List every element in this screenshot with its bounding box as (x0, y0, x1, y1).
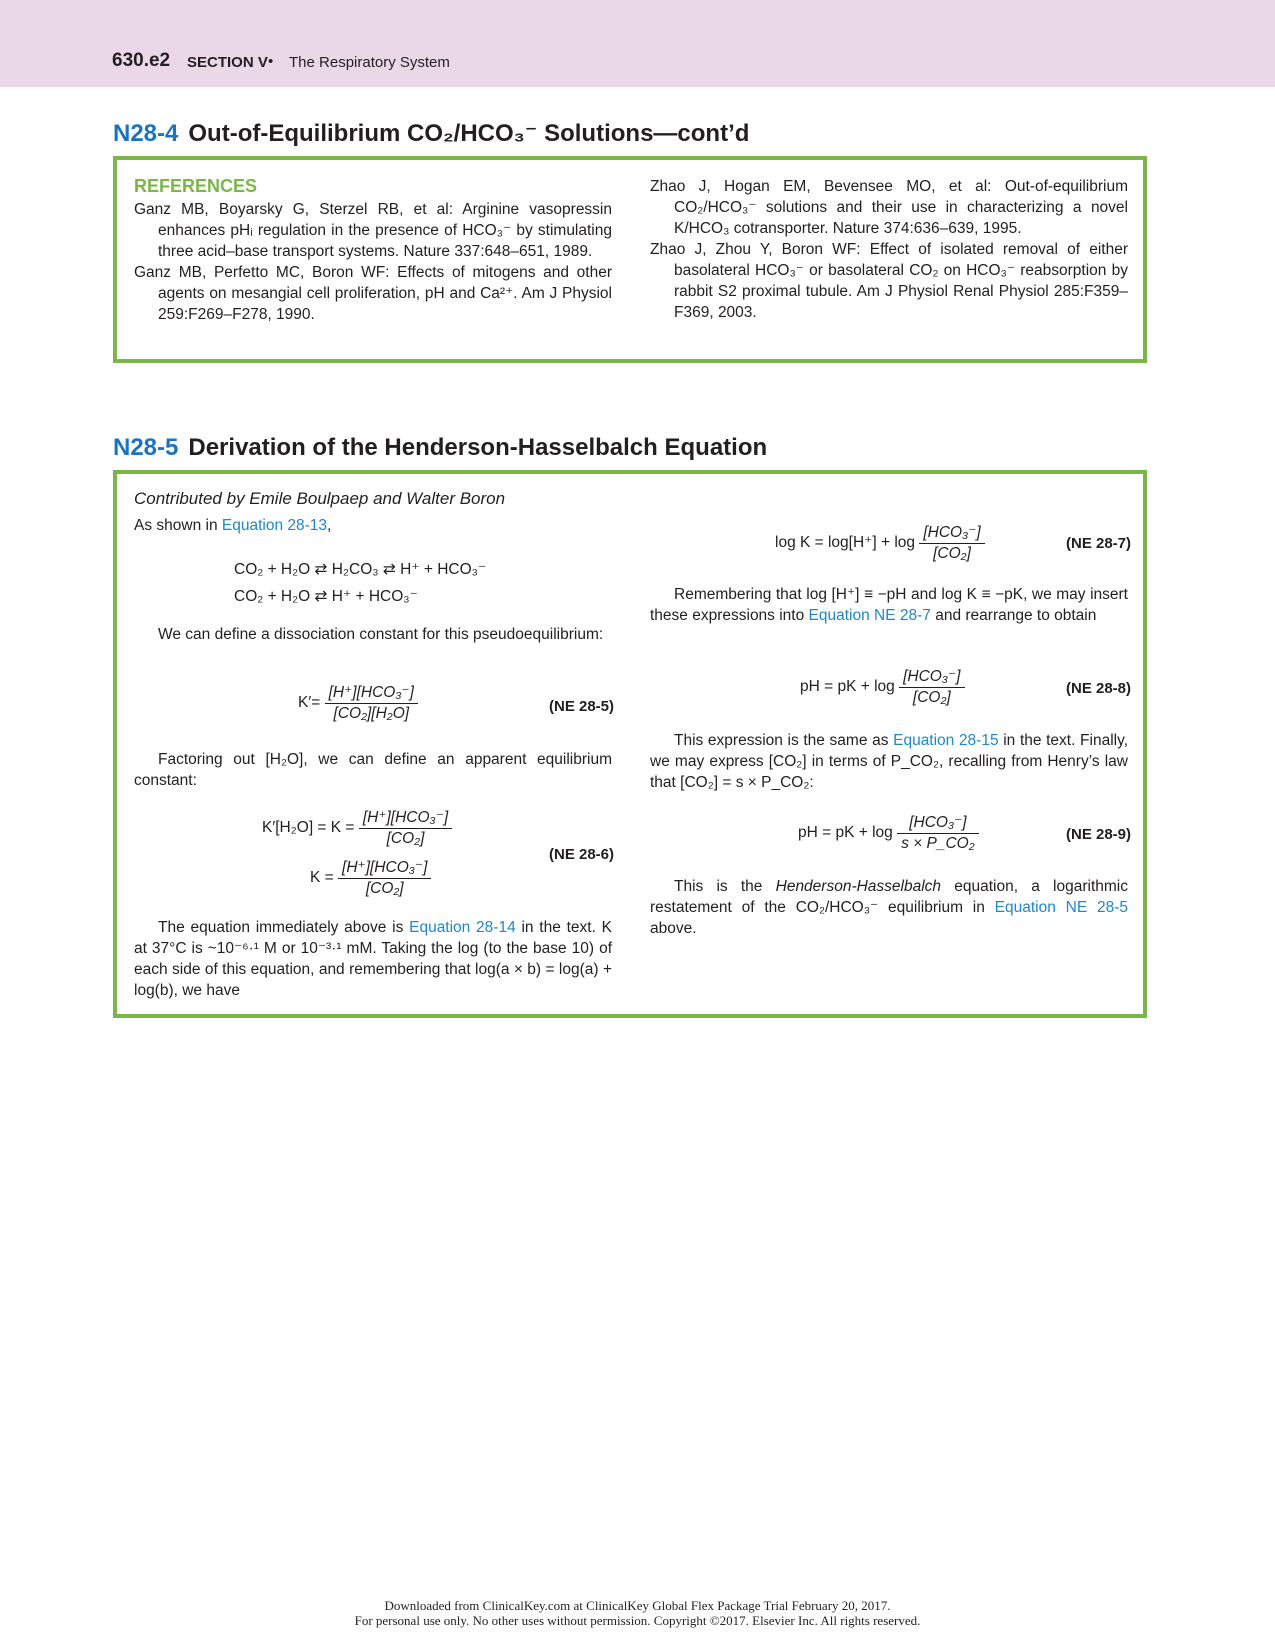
n28-5-heading (113, 434, 767, 462)
equation-ne-28-6a (262, 808, 452, 848)
equation-ne-28-5 (298, 683, 418, 723)
references-right-column (650, 176, 1128, 323)
eq6a-lhs: K′[H₂O] = K = (262, 819, 355, 837)
same-paragraph (650, 730, 1128, 793)
reference-item: Ganz MB, Boyarsky G, Sterzel RB, et al: Arginine vasopressin enhances pHᵢ regulation in the presence of HCO₃⁻ by stimulating three acid–base transport systems. Nature 337:648–651, 1989. (134, 201, 612, 260)
equation-28-13-link[interactable]: Equation 28-13 (221, 517, 328, 534)
running-header (0, 0, 1275, 87)
reaction-2: CO₂ + H₂O ⇄ H⁺ + HCO₃⁻ (234, 588, 418, 605)
eq5-denominator: [CO₂][H₂O] (333, 705, 410, 722)
eq7-lhs: log K = log[H⁺] + log (775, 534, 916, 552)
reference-item: Zhao J, Zhou Y, Boron WF: Effect of isolated removal of either basolateral HCO₃⁻ or basolateral CO₂ on HCO₃⁻ reabsorption by rabbit S2 proximal tubule. Am J Physiol Renal Physiol 285:F359–F369, 2003. (650, 241, 1128, 321)
remember-text-a: Remembering that log [H⁺] ≡ −pH and log K ≡ −pK, we may insert these expressions into (650, 586, 1128, 624)
equation-ne-28-8 (800, 667, 965, 707)
references-heading: REFERENCES (134, 176, 258, 196)
section-label: SECTION V (187, 54, 268, 71)
derivation-left-top (134, 488, 612, 536)
remember-paragraph (650, 584, 1128, 626)
eq9-denominator: s × P_CO₂ (901, 835, 975, 852)
same-text-a: This expression is the same as (674, 732, 894, 749)
eq5-label: (NE 28-5) (549, 698, 615, 715)
hh-text-a: This is the (674, 878, 776, 895)
define-paragraph-block (134, 624, 612, 645)
n28-4-code: N28-4 (113, 120, 179, 147)
log-paragraph (134, 917, 612, 1001)
eq7-numerator: [HCO₃⁻] (919, 523, 984, 544)
eq8-label: (NE 28-8) (1066, 680, 1132, 697)
eq7-label: (NE 28-7) (1066, 535, 1132, 552)
eq5-fraction (325, 683, 418, 723)
log-paragraph-block (134, 917, 612, 1001)
byline: Contributed by Emile Boulpaep and Walter Boron (134, 489, 506, 508)
eq6-label: (NE 28-6) (549, 846, 615, 863)
n28-5-title: Derivation of the Henderson-Hasselbalch Equation (188, 434, 768, 461)
log-text-b: in the text. K at 37°C is ~10⁻⁶·¹ M or 10⁻³·¹ mM. Taking the log (to the base 10) of each side of this equation, and remembering that log(a × b) = log(a) + log(b), we have (134, 919, 613, 999)
hh-italic-term: Henderson-Hasselbalch (775, 878, 942, 895)
equation-28-15-link[interactable]: Equation 28-15 (893, 732, 999, 749)
equation-ne-28-6b (310, 858, 431, 898)
footer-line-2: For personal use only. No other uses without permission. Copyright ©2017. Elsevier Inc. All rights reserved. (354, 1613, 921, 1628)
eq6a-denominator: [CO₂] (386, 830, 425, 847)
reference-item: Ganz MB, Perfetto MC, Boron WF: Effects of mitogens and other agents on mesangial cell proliferation, pH and Ca²⁺. Am J Physiol 259:F269–F278, 1990. (134, 264, 612, 323)
factor-paragraph-block (134, 749, 612, 791)
header-separator: • (268, 53, 274, 70)
remember-paragraph-block (650, 584, 1128, 626)
hh-text-c: above. (650, 920, 697, 937)
n28-5-code: N28-5 (113, 434, 179, 461)
eq9-label: (NE 28-9) (1066, 826, 1132, 843)
equation-ne-28-7 (775, 523, 985, 563)
eq5-numerator: [H⁺][HCO₃⁻] (325, 683, 418, 704)
eq6a-numerator: [H⁺][HCO₃⁻] (359, 808, 452, 829)
eq8-lhs: pH = pK + log (800, 678, 895, 696)
remember-text-b: and rearrange to obtain (930, 607, 1097, 624)
equation-ne-28-7-link[interactable]: Equation NE 28-7 (808, 607, 931, 624)
same-text-b: in the text. Finally, we may express [CO₂] in terms of P_CO₂, recalling from Henry’s law that [CO₂] = s × P_CO₂: (650, 732, 1129, 791)
eq9-fraction (897, 813, 979, 853)
intro-end: , (327, 517, 332, 534)
eq9-numerator: [HCO₃⁻] (897, 813, 979, 834)
eq6b-lhs: K = (310, 869, 334, 887)
intro-text: As shown in (134, 517, 222, 534)
hh-text-b: equation, a logarithmic restatement of the CO₂/HCO₃⁻ equilibrium in (650, 878, 1128, 916)
eq6a-fraction (359, 808, 452, 848)
equation-ne-28-9 (798, 813, 979, 853)
define-paragraph: We can define a dissociation constant for this pseudoequilibrium: (158, 626, 604, 643)
chapter-title: The Respiratory System (289, 54, 450, 71)
eq7-fraction (919, 523, 984, 563)
eq5-lhs: K′= (298, 694, 321, 712)
references-left-column (134, 176, 612, 325)
hh-paragraph-block (650, 876, 1128, 939)
log-text-a: The equation immediately above is (158, 919, 410, 936)
footer-line-1: Downloaded from ClinicalKey.com at ClinicalKey Global Flex Package Trial February 20, 2017. (384, 1598, 891, 1613)
equation-ne-28-5-link[interactable]: Equation NE 28-5 (994, 899, 1129, 916)
eq9-lhs: pH = pK + log (798, 824, 893, 842)
factor-paragraph: Factoring out [H₂O], we can define an apparent equilibrium constant: (134, 751, 612, 789)
eq6b-numerator: [H⁺][HCO₃⁻] (338, 858, 431, 879)
eq6b-fraction (338, 858, 431, 898)
eq7-denominator: [CO₂] (933, 545, 971, 562)
intro-paragraph (134, 515, 612, 536)
equation-28-14-link[interactable]: Equation 28-14 (409, 919, 516, 936)
hh-paragraph (650, 876, 1128, 939)
eq6b-denominator: [CO₂] (365, 880, 404, 897)
eq8-fraction (899, 667, 964, 707)
eq8-numerator: [HCO₃⁻] (899, 667, 964, 688)
same-paragraph-block (650, 730, 1128, 793)
eq8-denominator: [CO₂] (912, 689, 951, 706)
n28-4-heading (113, 119, 749, 148)
reaction-1: CO₂ + H₂O ⇄ H₂CO₃ ⇄ H⁺ + HCO₃⁻ (234, 561, 487, 578)
n28-4-title: Out-of-Equilibrium CO₂/HCO₃⁻ Solutions—cont’d (188, 120, 750, 147)
reference-item: Zhao J, Hogan EM, Bevensee MO, et al: Out-of-equilibrium CO₂/HCO₃⁻ solutions and their use in characterizing a novel K/HCO₃ cotransporter. Nature 374:636–639, 1995. (650, 178, 1128, 237)
page-number: 630.e2 (112, 50, 171, 71)
